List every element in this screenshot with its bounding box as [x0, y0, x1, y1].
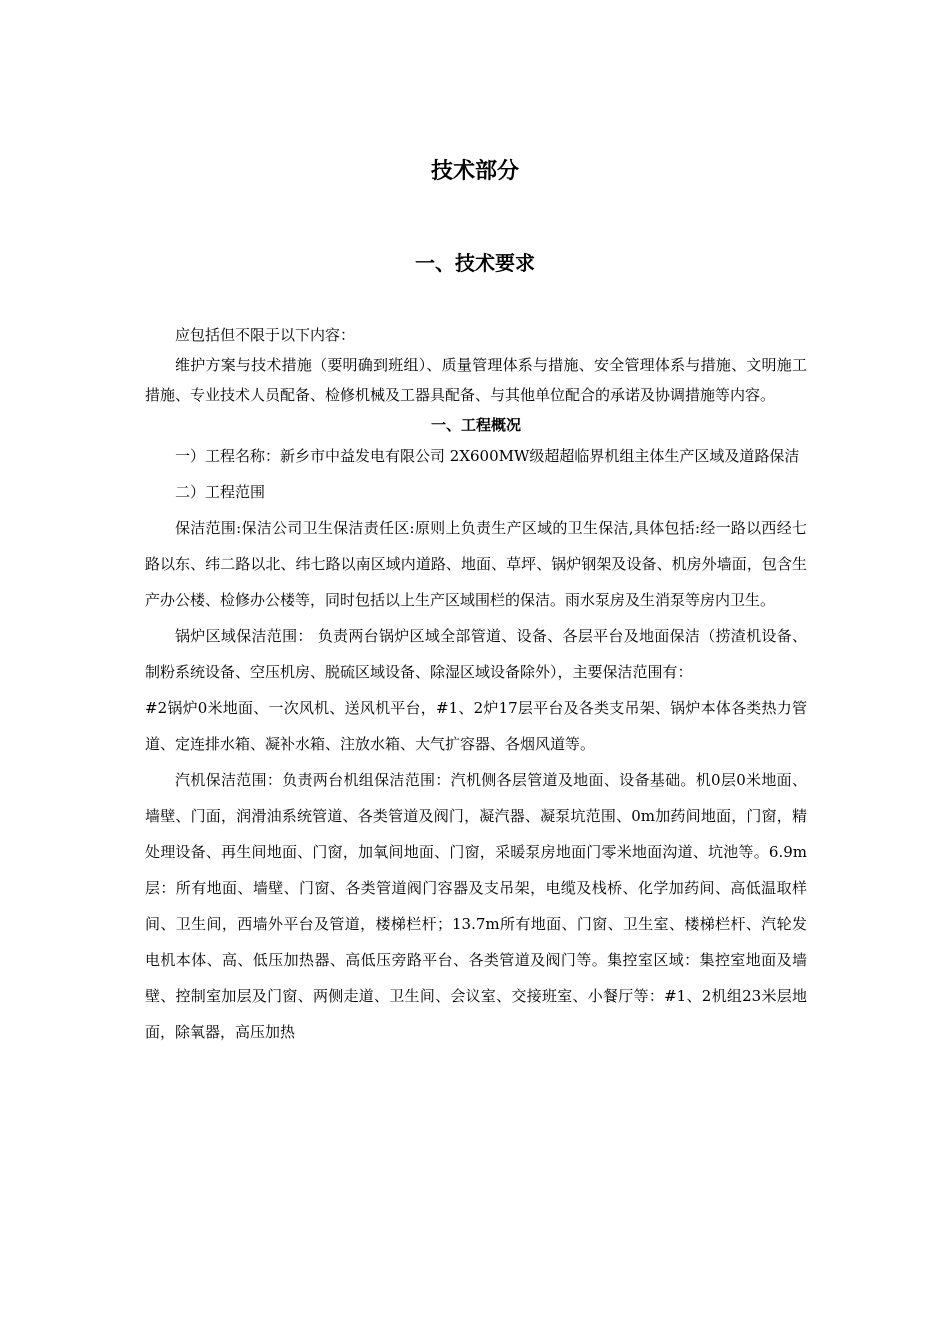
body-paragraph: 锅炉区域保洁范围： 负责两台锅炉区域全部管道、设备、各层平台及地面保洁（捞渣机设备、制粉系统设备、空压机房、脱硫区域设备、除湿区域设备除外），主要保洁范围有：: [145, 627, 807, 681]
body-paragraph: 一）工程名称：新乡市中益发电有限公司 2X600MW级超超临界机组主体生产区域及道路保洁: [175, 447, 800, 465]
intro-paragraph: 维护方案与技术措施（要明确到班组）、质量管理体系与措施、安全管理体系与措施、文明施工措施、专业技术人员配备、检修机械及工器具配备、与其他单位配合的承诺及协调措施等内容。: [145, 356, 807, 404]
section-heading: 一、技术要求: [415, 251, 535, 275]
intro-paragraph: 应包括但不限于以下内容：: [175, 326, 356, 344]
body-paragraph: #2锅炉0米地面、一次风机、送风机平台，#1、2炉17层平台及各类支吊架、锅炉本体各类热力管道、定连排水箱、凝补水箱、注放水箱、大气扩容器、各烟风道等。: [145, 699, 807, 753]
body-paragraph: 保洁范围:保洁公司卫生保洁责任区:原则上负责生产区域的卫生保洁,具体包括:经一路以西经七路以东、纬二路以北、纬七路以南区域内道路、地面、草坪、锅炉钢架及设备、机房外墙面，包含生产办公楼、检修办公楼等，同时包括以上生产区域围栏的保洁。雨水泵房及生消泵等房内卫生。: [145, 519, 807, 609]
body-paragraph: 二）工程范围: [175, 483, 266, 501]
document-title: 技术部分: [430, 159, 519, 184]
body-paragraph: 汽机保洁范围：负责两台机组保洁范围：汽机侧各层管道及地面、设备基础。机0层0米地面、墙壁、门面，润滑油系统管道、各类管道及阀门，凝汽器、凝泵坑范围、0m加药间地面，门窗，精处理设备、再生间地面、门窗，加氧间地面、门窗，采暖泵房地面门零米地面沟道、坑池等。6.9m层：所有地面、墙壁、门窗、各类管道阀门容器及支吊架，电缆及栈桥、化学加药间、高低温取样间、卫生间，西墙外平台及管道，楼梯栏杆；13.7m所有地面、门窗、卫生室、楼梯栏杆、汽轮发电机本体、高、低压加热器、高低压旁路平台、各类管道及阀门等。集控室区域：集控室地面及墙壁、控制室加层及门窗、两侧走道、卫生间、会议室、交接班室、小餐厅等：#1、2机组23米层地面，除氧器，高压加热: [145, 771, 807, 1041]
document-body: [145, 320, 807, 1050]
subsection-heading: 一、工程概况: [430, 416, 521, 434]
